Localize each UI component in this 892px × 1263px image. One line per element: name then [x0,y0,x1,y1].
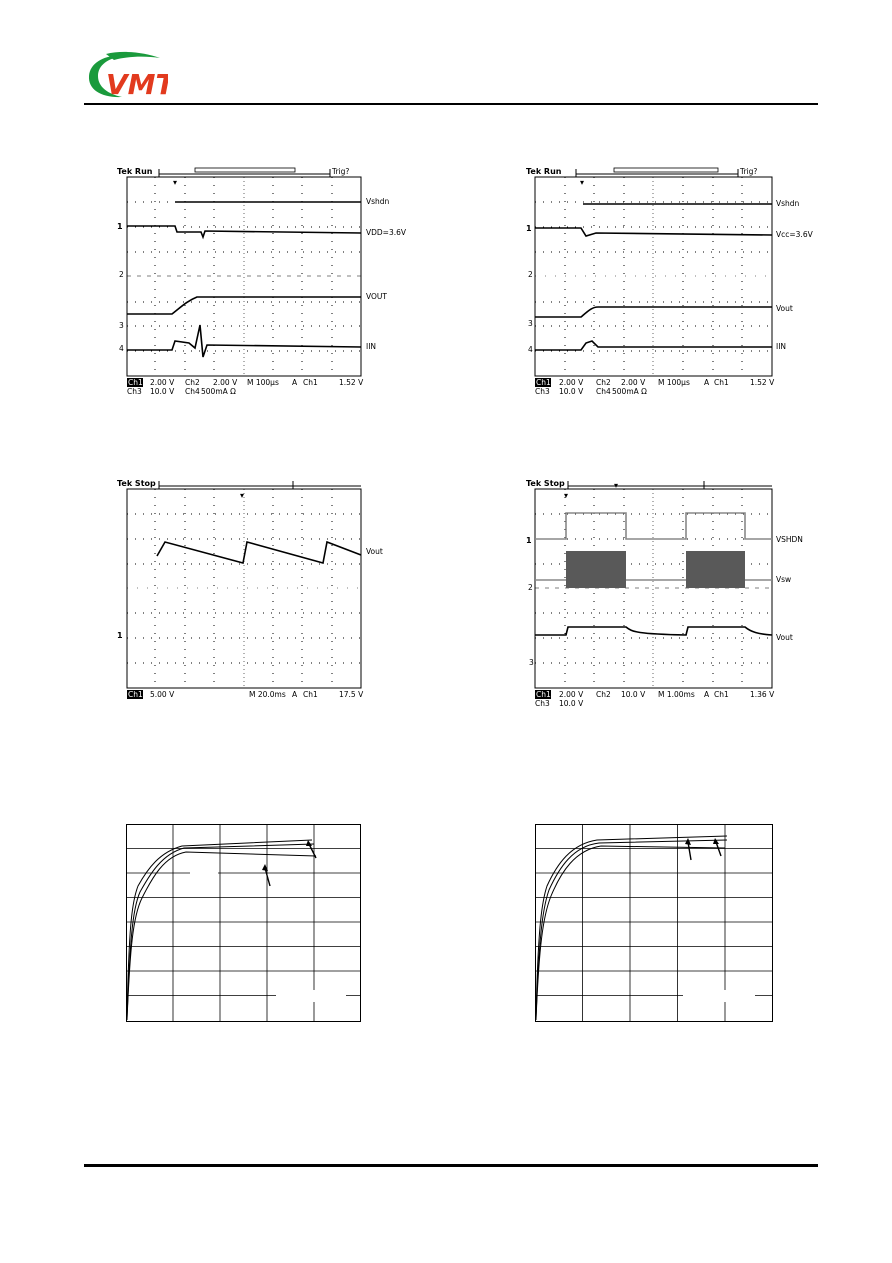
graticule-dots [535,489,772,688]
svg-text:10.0 V: 10.0 V [150,387,175,396]
scope-screenshot-startup-1 [117,165,407,397]
svg-text:2.00 V: 2.00 V [621,378,646,387]
trace-label: IIN [366,342,377,351]
svg-text:Trig?: Trig? [740,167,758,176]
svg-text:5.00 V: 5.00 V [150,690,175,699]
svg-text:Ch2: Ch2 [185,378,200,387]
svg-text:Tek Run: Tek Run [526,167,562,176]
efficiency-curve [127,840,312,1014]
logo-letters: VMT [106,68,168,101]
scope-readout [535,378,775,396]
ch-marker-4: 4 [119,344,124,353]
scope-screenshot-shutdown [526,476,801,708]
trace-label: Vshdn [366,197,390,206]
svg-text:Ch1: Ch1 [536,690,551,699]
scope-screenshot-ripple [117,476,392,701]
svg-text:1.52 V: 1.52 V [750,378,775,387]
scope-status: Tek Run [117,167,153,176]
svg-text:IIN: IIN [776,342,787,351]
trace-vsw-burst-2 [686,551,745,588]
svg-text:1.52 V: 1.52 V [339,378,364,387]
scope-svg-1 [117,165,407,397]
svg-text:Ch2: Ch2 [596,378,611,387]
svg-text:3: 3 [528,319,533,328]
scope-svg-2 [526,165,813,397]
svg-text:Ch4: Ch4 [185,387,200,396]
svg-text:Vsw: Vsw [776,575,792,584]
trace-vout [535,307,772,317]
efficiency-svg-1 [126,824,362,1024]
trace-iin [535,341,772,350]
svg-text:10.0 V: 10.0 V [621,690,646,699]
scope-graticule [535,489,772,688]
graticule-dots [535,177,772,376]
svg-text:Vout: Vout [776,633,793,642]
svg-text:Vcc=3.6V: Vcc=3.6V [776,230,813,239]
svg-text:Ch1: Ch1 [714,378,729,387]
trace-vcc [535,228,772,236]
svg-text:4: 4 [528,345,533,354]
ch-marker-3: 3 [119,321,124,330]
ch-marker-2: 2 [119,270,124,279]
scope-readout [535,690,775,708]
svg-text:Ch2: Ch2 [596,690,611,699]
svg-text:Ch3: Ch3 [535,387,550,396]
graticule-dots [127,489,361,688]
company-logo [84,50,168,102]
svg-text:Tek Stop: Tek Stop [526,479,565,488]
svg-text:2: 2 [528,583,533,592]
svg-text:Vshdn: Vshdn [776,199,800,208]
svg-text:Ch4: Ch4 [596,387,611,396]
svg-text:1.36 V: 1.36 V [750,690,775,699]
footer-rule [84,1164,818,1167]
svg-text:3: 3 [529,658,534,667]
svg-text:VSHDN: VSHDN [776,535,803,544]
arrow [716,842,721,856]
svg-text:2.00 V: 2.00 V [150,378,175,387]
trace-vout [535,627,772,635]
svg-text:Ch1: Ch1 [536,378,551,387]
scope-graticule [127,489,361,688]
svg-text:2.00 V: 2.00 V [559,690,584,699]
svg-text:M 1.00ms: M 1.00ms [658,690,695,699]
svg-text:17.5 V: 17.5 V [339,690,364,699]
svg-text:▾: ▾ [240,491,245,500]
trace-vshdn [535,513,772,539]
trace-vout-sawtooth [157,542,361,563]
efficiency-svg-2 [535,824,775,1024]
svg-text:2.00 V: 2.00 V [559,378,584,387]
efficiency-plot-1 [126,824,362,1024]
svg-text:Vout: Vout [366,547,383,556]
trigger-marker: ▾ [173,178,178,187]
scope-readout [127,690,364,699]
trace-label: VDD=3.6V [366,228,407,237]
scope-graticule [535,177,772,376]
scope-svg-4 [526,476,801,708]
svg-text:Ch1: Ch1 [128,378,143,387]
svg-text:M 100µs: M 100µs [658,378,690,387]
svg-text:▾: ▾ [614,481,619,490]
efficiency-plot-2 [535,824,775,1024]
svg-text:2.00 V: 2.00 V [213,378,238,387]
scope-svg-3 [117,476,392,701]
svg-text:A: A [292,378,298,387]
header-rule [84,103,818,105]
svg-text:10.0 V: 10.0 V [559,699,584,708]
svg-text:Ch1: Ch1 [303,378,318,387]
svg-text:Ch1: Ch1 [714,690,729,699]
svg-text:2: 2 [528,270,533,279]
svg-text:Tek Stop: Tek Stop [117,479,156,488]
scope-screenshot-startup-2 [526,165,813,397]
svg-text:A: A [704,378,710,387]
svg-text:Vout: Vout [776,304,793,313]
trace-label: VOUT [366,292,387,301]
svg-text:Ch3: Ch3 [127,387,142,396]
svg-text:Ch3: Ch3 [535,699,550,708]
svg-text:Ch1: Ch1 [128,690,143,699]
svg-text:10.0 V: 10.0 V [559,387,584,396]
svg-text:M 20.0ms: M 20.0ms [249,690,286,699]
trace-vsw-burst-1 [566,551,626,588]
svg-text:A: A [704,690,710,699]
svg-text:1: 1 [526,224,532,233]
svg-text:500mA Ω: 500mA Ω [201,387,236,396]
ch-marker-1: 1 [117,222,123,231]
scope-readout [127,378,364,396]
scope-trig: Trig? [332,167,350,176]
trace-vdd [127,226,361,237]
svg-text:Ch1: Ch1 [303,690,318,699]
svg-text:500mA Ω: 500mA Ω [612,387,647,396]
svg-text:▾: ▾ [580,178,585,187]
svg-text:A: A [292,690,298,699]
svg-text:M 100µs: M 100µs [247,378,279,387]
svg-text:▾: ▾ [564,491,569,500]
svg-text:1: 1 [526,536,532,545]
svg-text:1: 1 [117,631,123,640]
